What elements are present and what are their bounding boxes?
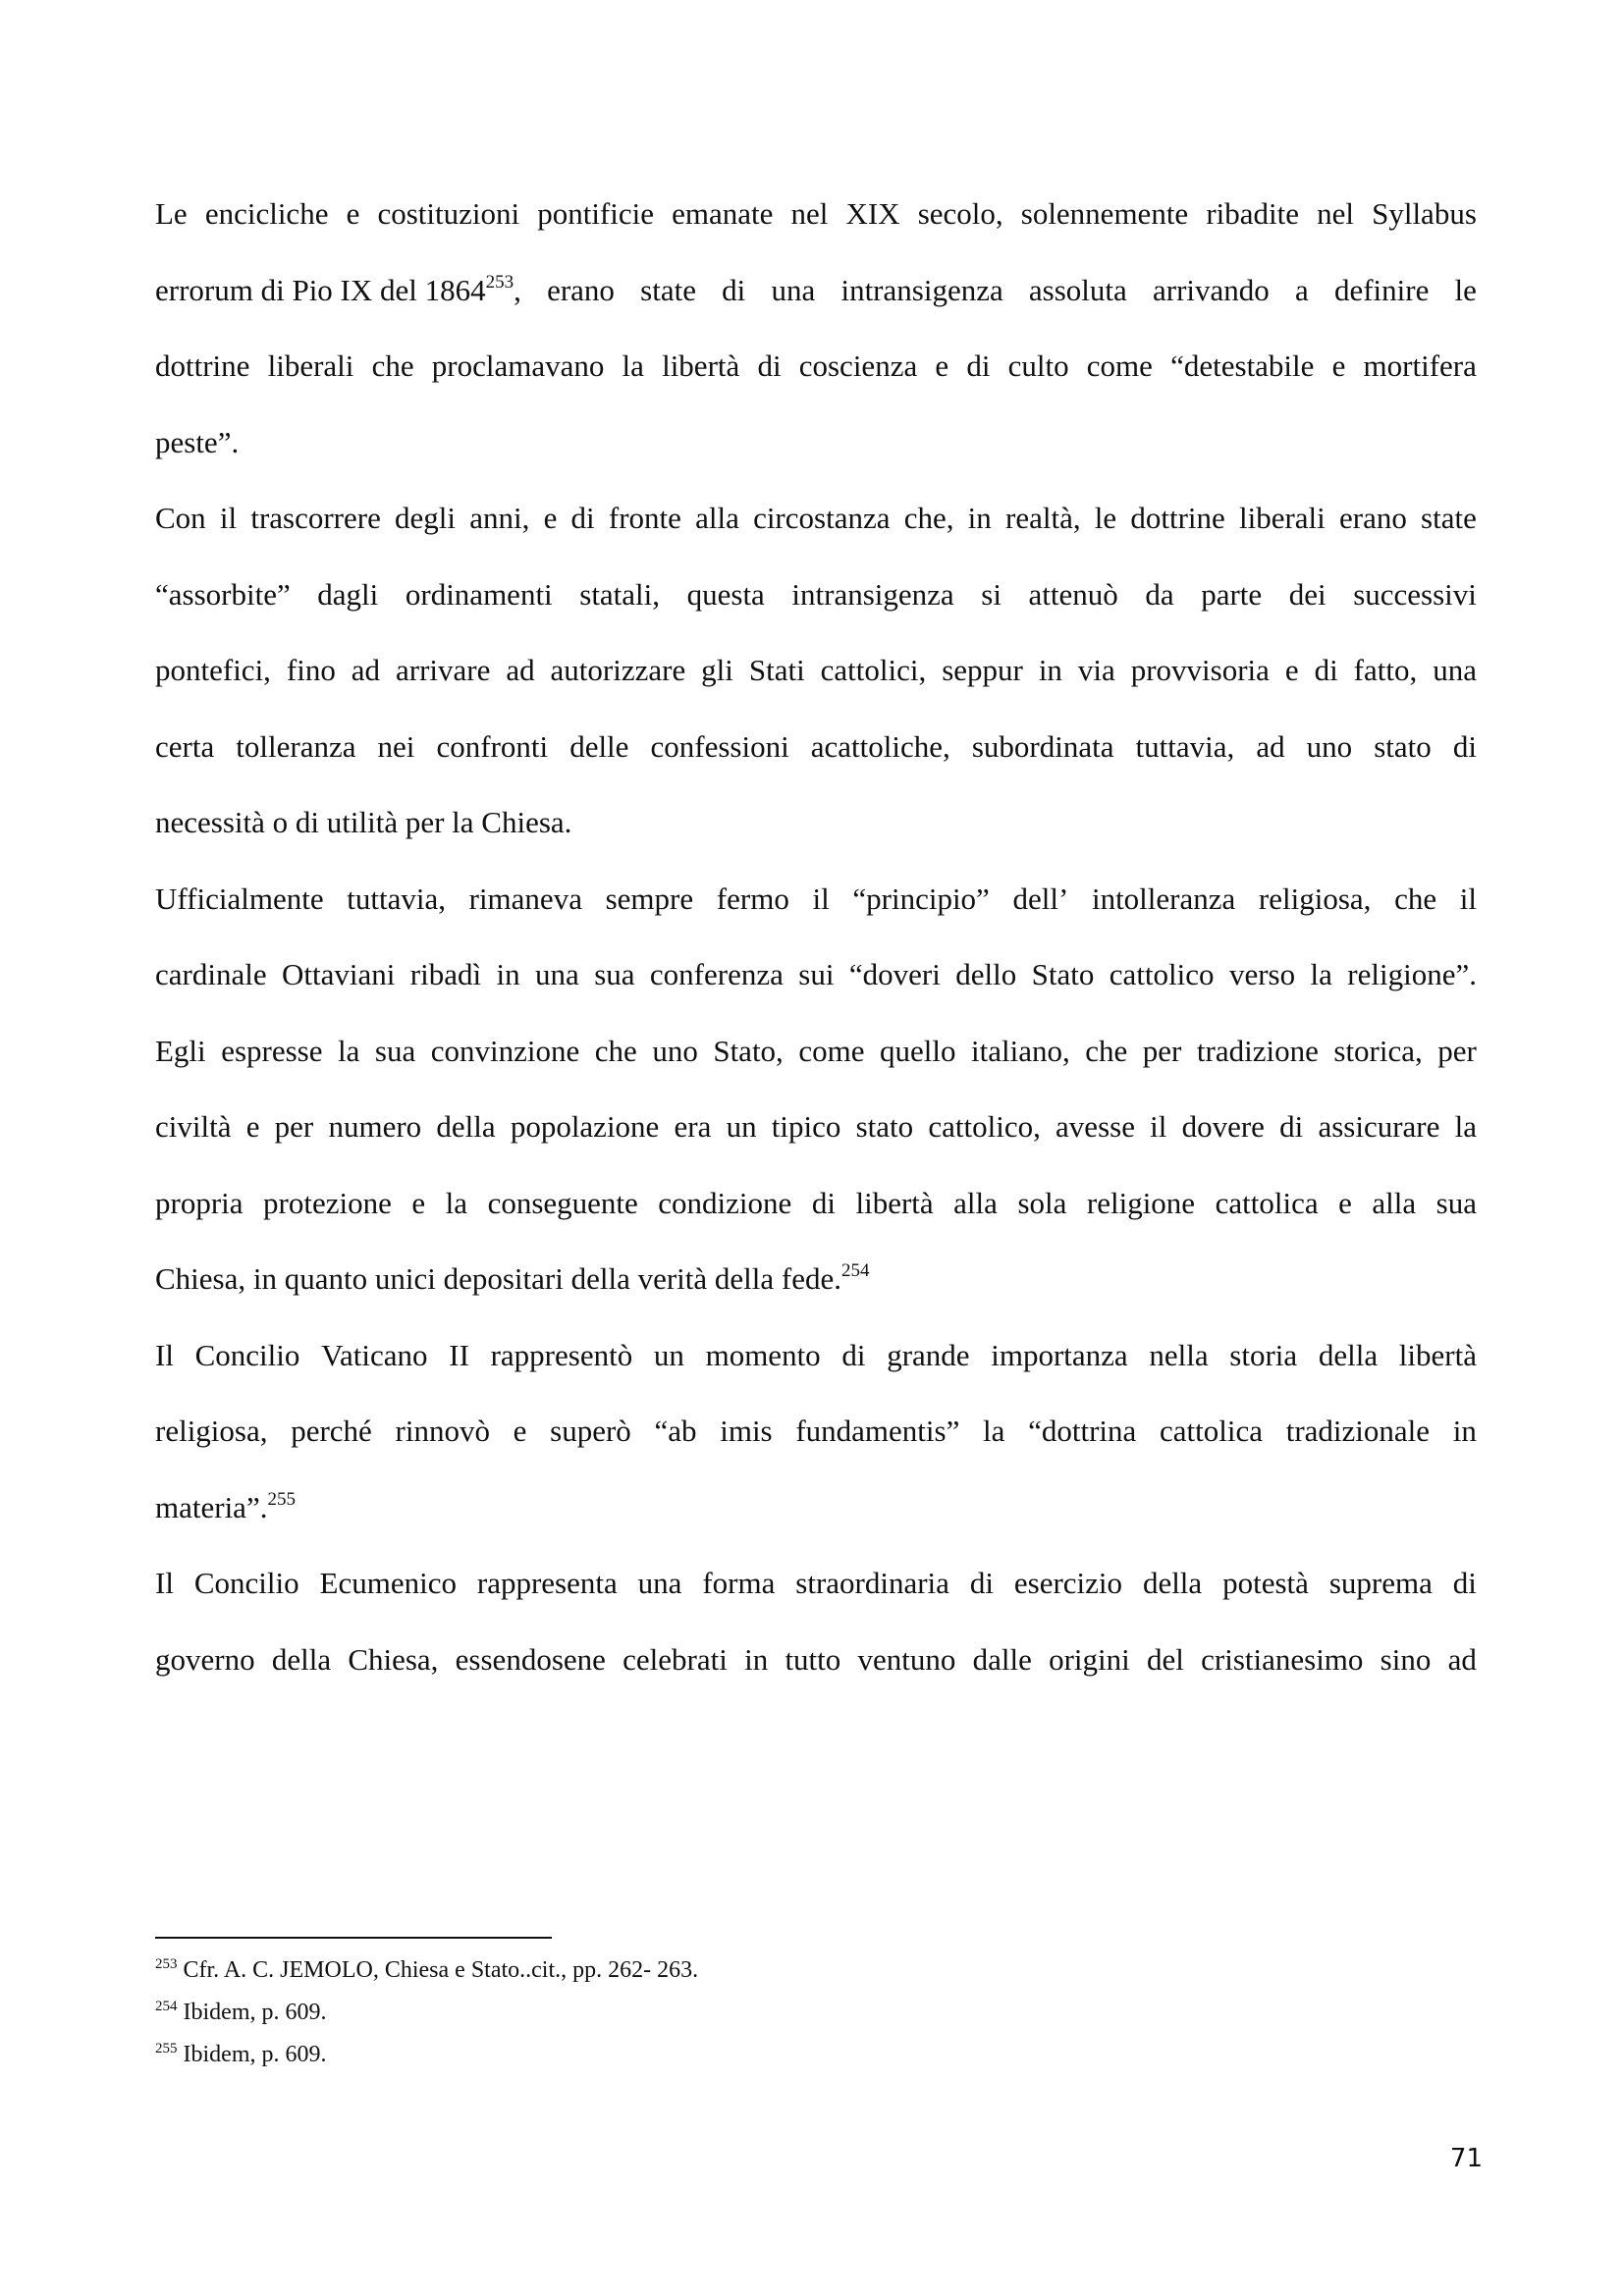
- word: trascorrere: [250, 501, 381, 535]
- word: “detestabile: [1170, 348, 1315, 383]
- footnote-ref-255: 255: [267, 1488, 296, 1510]
- word: di: [1314, 653, 1338, 687]
- word: che: [1394, 881, 1437, 916]
- word: liberali: [1238, 501, 1326, 535]
- word: attenuò: [1028, 576, 1118, 612]
- word: realtà,: [1005, 501, 1081, 535]
- word: ad: [351, 653, 381, 687]
- text-line: [155, 724, 1477, 801]
- word: II: [449, 1337, 469, 1372]
- word: autorizzare: [550, 653, 686, 687]
- word: il: [1150, 1109, 1167, 1144]
- word: cattolico: [1109, 957, 1215, 991]
- word: di: [570, 501, 595, 535]
- word: della: [1318, 1337, 1379, 1372]
- word: rappresentò: [490, 1337, 633, 1372]
- word: degli: [395, 501, 457, 535]
- word: le: [1454, 272, 1477, 307]
- word: “doveri: [848, 957, 941, 991]
- word: libertà: [662, 348, 740, 383]
- word: acattoliche,: [810, 728, 950, 764]
- word: secolo,: [917, 196, 1003, 231]
- word: pontificie: [537, 196, 654, 231]
- word: alla: [953, 1185, 998, 1220]
- word: cristianesimo: [1201, 1641, 1364, 1677]
- word: da: [1145, 576, 1174, 612]
- word: una: [1433, 653, 1477, 687]
- word: Ufficialmente: [155, 881, 324, 916]
- word: fatto,: [1353, 653, 1418, 687]
- word: numero: [328, 1109, 422, 1144]
- word: di: [757, 348, 782, 383]
- word: che: [1085, 1033, 1128, 1068]
- word: dottrine: [1130, 501, 1225, 535]
- text-line: [155, 496, 1477, 572]
- word: condizione: [658, 1185, 792, 1220]
- word: una: [637, 1566, 682, 1600]
- word: una: [535, 957, 579, 991]
- word: per: [274, 1109, 314, 1144]
- text-line: [155, 1561, 1477, 1637]
- word: culto: [1007, 348, 1069, 383]
- word: sua: [374, 1033, 416, 1068]
- word: storica,: [1333, 1033, 1423, 1068]
- word: il: [1459, 881, 1477, 916]
- word: certa: [155, 728, 215, 764]
- word: nel: [790, 196, 829, 231]
- word: per: [1142, 1033, 1182, 1068]
- word: tolleranza: [236, 728, 356, 764]
- word: era: [674, 1109, 712, 1144]
- word: questa: [686, 576, 765, 612]
- footnote-number: 254: [155, 1999, 178, 2014]
- word: che: [594, 1033, 637, 1068]
- word: ad: [1256, 728, 1285, 764]
- word: tradizione: [1196, 1033, 1319, 1068]
- footnote-number: 253: [155, 1956, 178, 1972]
- word: parte: [1201, 576, 1263, 612]
- word: origini: [1049, 1641, 1130, 1677]
- text-line: [155, 952, 1477, 1029]
- word: come: [1086, 348, 1153, 383]
- footnote-255: [155, 2040, 1039, 2082]
- footnote-253: [155, 1955, 1039, 1998]
- word: liberali: [267, 348, 354, 383]
- word: un: [726, 1109, 757, 1144]
- word: dovere: [1181, 1109, 1265, 1144]
- word: intransigenza: [791, 576, 954, 612]
- footnote-text: Ibidem, p. 609.: [177, 2000, 327, 2025]
- word: la: [445, 1185, 468, 1220]
- word: Il: [155, 1566, 174, 1600]
- word: di: [969, 1566, 994, 1600]
- word: successivi: [1353, 576, 1477, 612]
- word: confronti: [436, 728, 549, 764]
- word: convinzione: [430, 1033, 580, 1068]
- word: ribadite: [1206, 196, 1299, 231]
- word: di: [811, 1185, 836, 1220]
- word: tutto: [785, 1641, 841, 1677]
- word: ordinamenti: [405, 576, 553, 612]
- word: di: [1452, 728, 1477, 764]
- word: dei: [1288, 576, 1326, 612]
- word: assicurare: [1318, 1109, 1440, 1144]
- text-line-with-footnote-ref: [155, 268, 1477, 345]
- word: tuttavia,: [347, 881, 446, 916]
- word: dello: [955, 957, 1017, 991]
- word: ribadì: [409, 957, 482, 991]
- word: Con: [155, 501, 206, 535]
- word: della: [1142, 1566, 1203, 1600]
- word: stato: [855, 1109, 914, 1144]
- word: il: [219, 501, 238, 535]
- word: Chiesa,: [348, 1641, 439, 1677]
- word: e: [1284, 653, 1299, 687]
- word: quello: [879, 1033, 956, 1068]
- word: Ottaviani: [282, 957, 396, 991]
- text-line: [155, 344, 1477, 420]
- text-line: [155, 1029, 1477, 1105]
- word: forma: [702, 1566, 776, 1600]
- word: tradizionale: [1285, 1414, 1431, 1448]
- word: Stato,: [713, 1033, 784, 1068]
- text-line: [155, 1104, 1477, 1181]
- word: civiltà: [155, 1109, 232, 1144]
- word: della: [436, 1109, 496, 1144]
- word: in: [1452, 1414, 1477, 1448]
- word: si: [981, 576, 1001, 612]
- word: cattolico,: [928, 1109, 1041, 1144]
- word: le: [1094, 501, 1117, 535]
- word: statali,: [579, 576, 661, 612]
- text-segment: errorum di Pio IX del 1864$^{253}$,: [155, 271, 521, 307]
- word: religione: [1086, 1185, 1196, 1220]
- word: definire: [1333, 272, 1430, 307]
- word: Il: [155, 1337, 174, 1372]
- word: sua: [1435, 1185, 1477, 1220]
- text-line: [155, 191, 1477, 268]
- word: confessioni: [650, 728, 789, 764]
- word: tuttavia,: [1135, 728, 1235, 764]
- word: sua: [594, 957, 635, 991]
- word: la: [1454, 1109, 1477, 1144]
- word: la: [983, 1414, 1005, 1448]
- word: dell’: [1012, 881, 1069, 916]
- word: una: [771, 272, 816, 307]
- word: gli: [701, 653, 733, 687]
- word: e: [935, 348, 949, 383]
- footnote-number: 255: [155, 2041, 178, 2056]
- word: costituzioni: [377, 196, 520, 231]
- word: nella: [1149, 1337, 1209, 1372]
- word: intolleranza: [1091, 881, 1236, 916]
- word: libertà: [855, 1185, 934, 1220]
- text-line-last: peste”.: [155, 424, 240, 459]
- word: XIX: [845, 196, 900, 231]
- text-line-last-with-footnote-ref: materia”.$^{255}$: [155, 1488, 296, 1524]
- word: anni,: [469, 501, 530, 535]
- word: e: [1338, 1185, 1352, 1220]
- word: Stato: [1031, 957, 1095, 991]
- word: governo: [155, 1641, 255, 1677]
- word: del: [1147, 1641, 1184, 1677]
- word: straordinaria: [795, 1566, 949, 1600]
- word: verso: [1228, 957, 1296, 991]
- word: italiano,: [971, 1033, 1070, 1068]
- text-line: [155, 877, 1477, 953]
- word: “dottrina: [1028, 1414, 1137, 1448]
- text-line-last: necessità o di utilità per la Chiesa.: [155, 805, 572, 839]
- footnote-ref-253: 253: [485, 271, 514, 293]
- footnote-254: [155, 1998, 1039, 2040]
- word: sola: [1017, 1185, 1067, 1220]
- word: circostanza: [753, 501, 891, 535]
- word: cardinale: [155, 957, 267, 991]
- word: in: [967, 501, 992, 535]
- word: conferenza: [649, 957, 784, 991]
- word: uno: [1306, 728, 1353, 764]
- word: conseguente: [487, 1185, 638, 1220]
- word: Vaticano: [321, 1337, 428, 1372]
- word: solennemente: [1020, 196, 1189, 231]
- word: e: [411, 1185, 426, 1220]
- word: e: [513, 1414, 527, 1448]
- word: dagli: [317, 576, 379, 612]
- word: rappresenta: [476, 1566, 618, 1600]
- word: religione”.: [1347, 957, 1477, 991]
- word: storia: [1229, 1337, 1298, 1372]
- word: erano: [1338, 501, 1407, 535]
- word: intransigenza: [840, 272, 1003, 307]
- word: coscienza: [798, 348, 918, 383]
- word: rinnovò: [395, 1414, 490, 1448]
- word: che: [371, 348, 414, 383]
- word: Stati: [748, 653, 805, 687]
- word: Syllabus: [1372, 196, 1477, 231]
- text-line: [155, 648, 1477, 724]
- word: tipico: [771, 1109, 841, 1144]
- word: fronte: [608, 501, 681, 535]
- word: che,: [903, 501, 954, 535]
- word: Ecumenico: [319, 1566, 457, 1600]
- word: cattolica: [1215, 1185, 1319, 1220]
- word: imis: [720, 1414, 773, 1448]
- word: alla: [695, 501, 739, 535]
- word: stato: [1374, 728, 1432, 764]
- word: della: [271, 1641, 332, 1677]
- word: religiosa,: [155, 1414, 268, 1448]
- word: fermo: [716, 881, 789, 916]
- text-line: [155, 1409, 1477, 1485]
- word: nei: [377, 728, 415, 764]
- footnote-text: Ibidem, p. 609.: [177, 2042, 327, 2067]
- word: seppur: [942, 653, 1023, 687]
- word: importanza: [991, 1337, 1128, 1372]
- page-number: 71: [1449, 2144, 1483, 2173]
- word: espresse: [221, 1033, 323, 1068]
- word: proclamavano: [431, 348, 605, 383]
- word: “ab: [654, 1414, 697, 1448]
- word: arrivare: [396, 653, 491, 687]
- footnote-text: Cfr. A. C. JEMOLO, Chiesa e Stato..cit., pp. 262- 263.: [177, 1957, 699, 1983]
- word: popolazione: [510, 1109, 660, 1144]
- word: mortifera: [1363, 348, 1477, 383]
- text-line-last-with-footnote-ref: Chiesa, in quanto unici depositari della verità della fede.$^{254}$: [155, 1260, 870, 1296]
- word: grande: [887, 1337, 970, 1372]
- word: e: [245, 1109, 260, 1144]
- word: celebrati: [623, 1641, 728, 1677]
- word: “principio”: [852, 881, 990, 916]
- word: Egli: [155, 1033, 206, 1068]
- word: sempre: [605, 881, 694, 916]
- text-line: [155, 1637, 1477, 1714]
- word: assoluta: [1028, 272, 1127, 307]
- word: suprema: [1328, 1566, 1433, 1600]
- word: per: [1437, 1033, 1477, 1068]
- text-line: [155, 572, 1477, 649]
- word: delle: [569, 728, 629, 764]
- word: alla: [1372, 1185, 1417, 1220]
- word: arrivando: [1153, 272, 1270, 307]
- word: dalle: [972, 1641, 1032, 1677]
- word: il: [812, 881, 830, 916]
- word: e: [543, 501, 558, 535]
- word: in: [1038, 653, 1062, 687]
- word: esercizio: [1013, 1566, 1123, 1600]
- word: ad: [1447, 1641, 1477, 1677]
- word: cattolica: [1160, 1414, 1264, 1448]
- word: perché: [291, 1414, 372, 1448]
- word: fino: [286, 653, 336, 687]
- word: di: [966, 348, 991, 383]
- word: a: [1294, 272, 1309, 307]
- word: Le: [155, 196, 188, 231]
- word: un: [653, 1337, 684, 1372]
- word: in: [744, 1641, 769, 1677]
- word: emanate: [672, 196, 774, 231]
- word: erano: [547, 272, 615, 307]
- word: sino: [1380, 1641, 1432, 1677]
- word: essendosene: [455, 1641, 606, 1677]
- word: rimaneva: [468, 881, 582, 916]
- word: sui: [798, 957, 835, 991]
- word: propria: [155, 1185, 244, 1220]
- word: ad: [506, 653, 535, 687]
- word: via: [1077, 653, 1115, 687]
- word: la: [338, 1033, 360, 1068]
- word: protezione: [263, 1185, 392, 1220]
- word: cattolici,: [820, 653, 927, 687]
- word: state: [640, 272, 696, 307]
- word: in: [496, 957, 520, 991]
- word: di: [1452, 1566, 1477, 1600]
- text-line: [155, 1333, 1477, 1410]
- word: “assorbite”: [155, 576, 291, 612]
- word: di: [841, 1337, 866, 1372]
- word: nel: [1317, 196, 1354, 231]
- word: fundamentis”: [795, 1414, 960, 1448]
- word: superò: [550, 1414, 631, 1448]
- word: e: [346, 196, 360, 231]
- footnotes: [155, 1955, 1039, 2082]
- word: la: [1310, 957, 1332, 991]
- word: la: [622, 348, 644, 383]
- word: subordinata: [971, 728, 1114, 764]
- word: ventuno: [857, 1641, 956, 1677]
- word: di: [1279, 1109, 1304, 1144]
- word: e: [1331, 348, 1346, 383]
- word: pontefici,: [155, 653, 271, 687]
- body-text: [155, 191, 1477, 1713]
- text-line: [155, 1181, 1477, 1257]
- word: libertà: [1398, 1337, 1477, 1372]
- word: state: [1421, 501, 1477, 535]
- footnote-separator: [155, 1937, 552, 1939]
- word: Concilio: [194, 1337, 300, 1372]
- word: uno: [652, 1033, 698, 1068]
- word: provvisoria: [1130, 653, 1270, 687]
- word: di: [722, 272, 746, 307]
- footnote-ref-254: 254: [840, 1260, 870, 1281]
- word: come: [798, 1033, 865, 1068]
- word: potestà: [1222, 1566, 1309, 1600]
- word: encicliche: [204, 196, 329, 231]
- word: momento: [705, 1337, 821, 1372]
- word: religiosa,: [1258, 881, 1372, 916]
- word: Concilio: [193, 1566, 299, 1600]
- word: avesse: [1056, 1109, 1135, 1144]
- word: dottrine: [155, 348, 250, 383]
